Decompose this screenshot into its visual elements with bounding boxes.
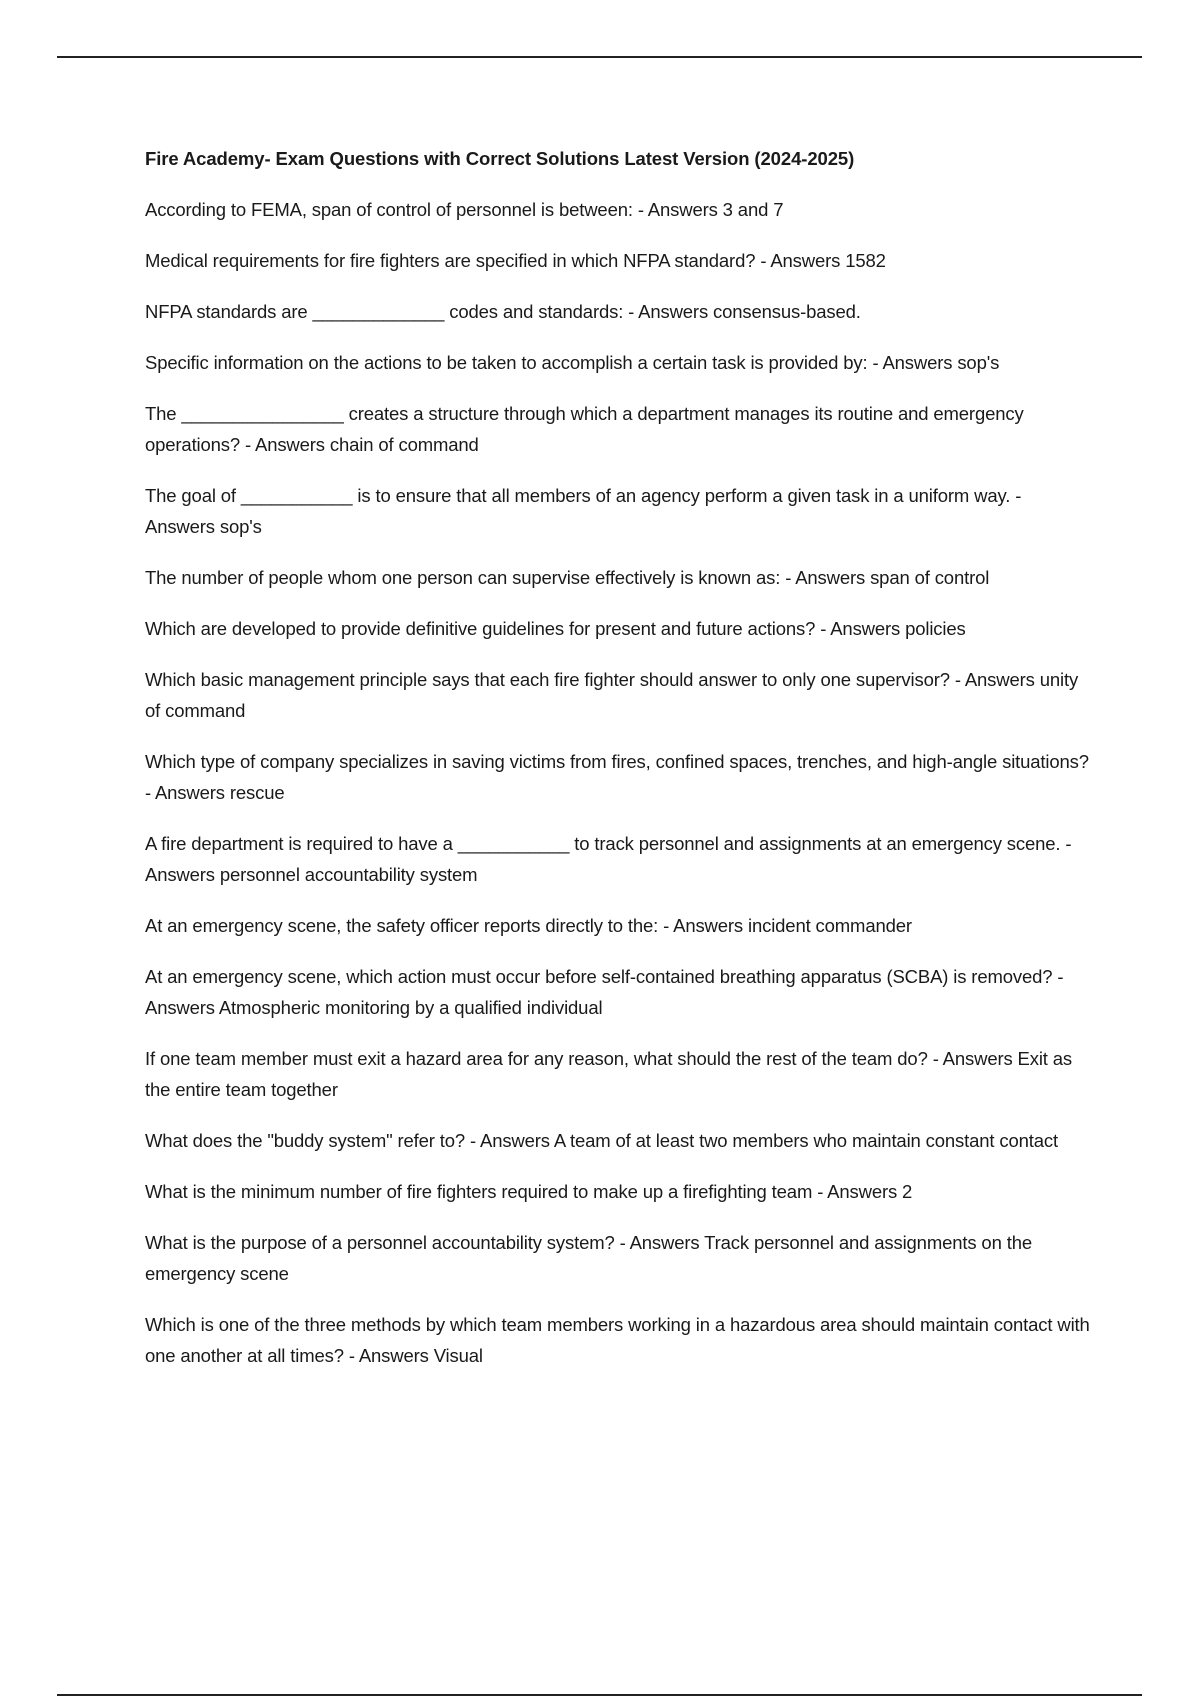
document-title: Fire Academy- Exam Questions with Correct Solutions Latest Version (2024-2025) <box>145 148 855 169</box>
qa-item: What is the minimum number of fire fighters required to make up a firefighting team - Answers 2 <box>145 1181 913 1202</box>
qa-item: Specific information on the actions to be taken to accomplish a certain task is provided by: - Answers sop's <box>145 352 1000 373</box>
qa-item: If one team member must exit a hazard area for any reason, what should the rest of the team do? - Answers Exit as the entire team together <box>145 1048 1073 1100</box>
qa-item: NFPA standards are _____________ codes and standards: - Answers consensus-based. <box>145 301 861 322</box>
qa-item: Which basic management principle says that each fire fighter should answer to only one supervisor? - Answers unity of command <box>145 669 1079 721</box>
qa-item: Which type of company specializes in saving victims from fires, confined spaces, trenches, and high-angle situations? - Answers rescue <box>145 751 1089 803</box>
qa-item: Which is one of the three methods by which team members working in a hazardous area should maintain contact with one another at all times? - Answers Visual <box>145 1314 1090 1366</box>
qa-item: The goal of ___________ is to ensure that all members of an agency perform a given task in a uniform way. - Answers sop's <box>145 485 1022 537</box>
qa-item: According to FEMA, span of control of personnel is between: - Answers 3 and 7 <box>145 199 784 220</box>
qa-item: Medical requirements for fire fighters are specified in which NFPA standard? - Answers 1582 <box>145 250 886 271</box>
header-rule <box>57 56 1142 58</box>
qa-item: The ________________ creates a structure through which a department manages its routine and emergency operations? - Answers chain of command <box>145 403 1024 455</box>
qa-item: A fire department is required to have a ___________ to track personnel and assignments at an emergency scene. - Answers personnel accountability system <box>145 833 1072 885</box>
qa-item: The number of people whom one person can supervise effectively is known as: - Answers span of control <box>145 567 990 588</box>
qa-item: What does the "buddy system" refer to? - Answers A team of at least two members who maintain constant contact <box>145 1130 1058 1151</box>
question-answer-list <box>145 194 1090 1371</box>
qa-item: Which are developed to provide definitive guidelines for present and future actions? - Answers policies <box>145 618 966 639</box>
footer-rule <box>57 1694 1142 1696</box>
qa-item: At an emergency scene, which action must occur before self-contained breathing apparatus (SCBA) is removed? - Answers Atmospheric monitoring by a qualified individual <box>145 966 1064 1018</box>
document-body <box>145 143 1090 1391</box>
qa-item: At an emergency scene, the safety officer reports directly to the: - Answers incident commander <box>145 915 912 936</box>
qa-item: What is the purpose of a personnel accountability system? - Answers Track personnel and assignments on the emergency scene <box>145 1232 1032 1284</box>
